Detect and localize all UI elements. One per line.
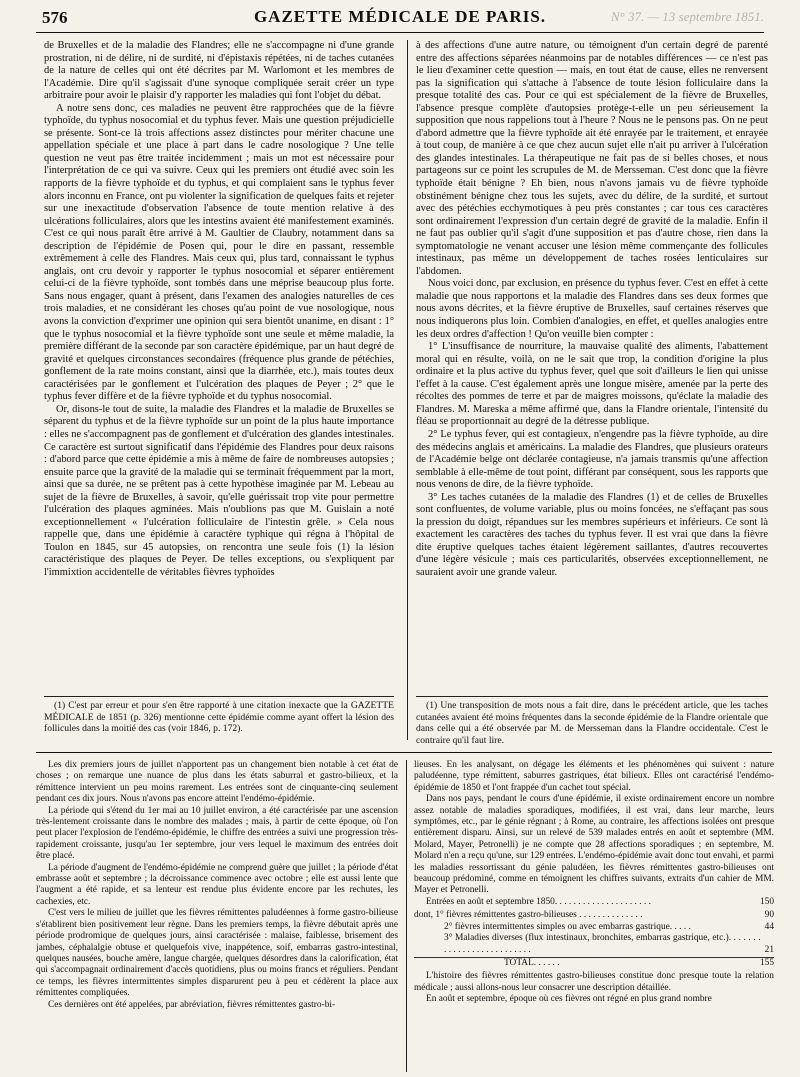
stats-label: 3° Maladies diverses (flux intestinaux, bronchites, embarras gastrique, etc.). . . . . . . . . . . . . . . . . . . . . . . . . . (444, 933, 761, 955)
paragraph: En août et septembre, époque où ces fièvres ont régné en plus grand nombre (426, 994, 712, 1005)
journal-title: GAZETTE MÉDICALE DE PARIS. (253, 7, 547, 26)
column-divider-lower (406, 760, 407, 1072)
column-divider (407, 40, 408, 740)
paragraph: A notre sens donc, ces maladies ne peuvent être rapprochées que de la fièvre typhoïde, du typhus nosocomial et du typhus fever. Mais une question préjudicielle se présente. Sont-ce là trois affections assez distinctes pour mériter chacune une appellation spéciale et une place à part dans le cadre nosologique ? Une telle question ne veut pas être traitée incidemment ; mais un mot est nécessaire pour l'interprétation de ce qui va suivre. Ceux qui les premiers ont étudié avec soin les rapports de la fièvre typhoïde et du typhus, et qui complaient sans le typhus fever alors inconnu en France, ont pu violenter la signification de quelques faits et rejeter sur une inexactitude d'observation l'absence de toute mention relative à des ulcérations folliculaires, alors que les intestins avaient été manifestement examinés. C'est ce qui nous paraît être arrivé à M. Gaultier de Claubry, notamment dans sa description de l'épidémie de Posen qui, pour le dire en passant, ressemble extrêmement à celle des Flandres. Mais ceux qui, plus tard, connaissant le typhus anglais, ont cru devoir y rapporter le typhus nosocomial et séparer entièrement celui-ci de la fièvre typhoïde, sont tombés dans une méprise beaucoup plus forte. Sans nous engager, quant à présent, dans l'examen des analogies naturelles de ces trois maladies, et ne considérant les choses qu'au point de vue nosologique, nous avons la conviction d'exprimer une opinion qui sera bientôt unanime, en disant : 1° que le typhus nosocomial et la fièvre typhoïde sont une seule et même maladie, la première différant de la seconde par son caractère épidémique, par un haut degré de gravité et quelques circonstances secondaires (fréquence plus grande de pétéchies, gonflement de la rate moins constant, ainsi que la diarrhée, etc.), mais toutes deux caractérisées par le gonflement et l'ulcération des plaques de Peyer ; 2° que le typhus fever diffère et de la fièvre typhoïde et du typhus nosocomial. (44, 102, 394, 403)
footnote-text: (1) Une transposition de mots nous a fait dire, dans le précédent article, que les taches cutanées avaient été moins fréquentes dans la seconde épidémie de la Flandre orientale que dans celle qui a été observée par M. de Mersseman dans la Flandre occidentale. C'est le contraire qu'il faut lire. (416, 700, 768, 746)
stats-label: dont, 1° fièvres rémittentes gastro-bilieuses . . . . . . . . . . . . . . (414, 910, 643, 921)
paragraph: à des affections d'une autre nature, ou témoignent d'un certain degré de parenté entre des affections séparées néanmoins par de notables différences — ce n'est pas le lieu d'examiner cette question — mais, en tout état de cause, elles ne renversent pas la signification qui s'attache à l'absence de toute lésion folliculaire dans la presque totalité des cas. Pour ce qui est spécialement de la fièvre de Bruxelles, l'absence presque complète d'autopsies protège-t-elle un peu sérieusement la supposition que nous rappelions tout à l'heure ? Nous ne le pensons pas. On ne peut d'abord admettre que la fièvre typhoïde ait été enrayée par le traitement, et enrayée à tout coup, de manière à ce que chez aucun sujet elle n'ait pu arriver à l'ulcération des glandes intestinales. La thérapeutique ne fait pas de si belles choses, et nous partageons sur ce point les scrupules de M. de Mersseman. C'est donc que la fièvre typhoïde était bénigne ? Eh bien, nous n'avons jamais vu de fièvre typhoïde obstinément bénigne chez tous les sujets, avec du délire, de la surdité, et surtout avec des pétéchies ecchymotiques à peu près constantes ; car tous ces caractères sont ordinairement l'expression d'un certain degré de gravité de la maladie. Enfin il ne faut pas oublier qu'il s'agit d'une supposition et pas d'autre chose, rien dans la symptomatologie ne venant accuser une lésion même commençante des follicules intestinaux, pas même un développement de taches rosées lenticulaires sur l'abdomen. (416, 40, 768, 277)
stats-total-row (414, 957, 774, 969)
paragraph: L'histoire des fièvres rémittentes gastro-bilieuses constitue donc presque toute la relation médicale ; aussi allons-nous leur consacrer une description détaillée. (414, 971, 774, 993)
paragraph: Nous voici donc, par exclusion, en présence du typhus fever. C'est en effet à cette maladie que nous rapportons et la maladie des Flandres dans ses deux formes que nous avons décrites, et la fièvre éruptive de Bruxelles, sauf certaines réserves que nous indiquerons plus loin. Combien d'analogies, en effet, et quelles analogies entre les deux ordres d'affection ! Qu'on veuille bien compter : (416, 278, 768, 340)
paragraph: Ces dernières ont été appelées, par abréviation, fièvres rémittentes gastro-bi- (48, 999, 336, 1010)
stats-row (414, 922, 774, 933)
stats-table (414, 910, 774, 969)
paragraph: Or, disons-le tout de suite, la maladie des Flandres et la maladie de Bruxelles se séparent du typhus et de la fièvre typhoïde sur un point de la plus haute importance : elles ne s'accompagnent pas de gonflement et d'ulcération des glandes intestinales. Ce caractère est surtout significatif dans l'épidémie des Flandres pour deux raisons : d'abord parce que cette épidémie a mis à même de faire de nombreuses autopsies ; ensuite parce que la gravité de la maladie qui se terminait fréquemment par la mort, ainsi que sa durée, ne se prêtent pas à cette hypothèse imaginée par M. Lebeau au sujet de la fièvre de Bruxelles, à savoir, qu'elle guérissait trop vite pour permettre l'ulcération des plaques agminées. Mais n'oublions pas que M. Guislain a noté exceptionnellement « l'ulcération folliculaire de l'intestin grêle. » Cela nous rappelle que, dans une épidémie à caractère typhique qui régna à l'hôpital de Toulon en 1845, sur 45 autopsies, on rencontra une seule fois (1) la lésion caractéristique des plaques de Peyer. De telles exceptions, ou s'expliquent par l'immixtion accidentelle de véritables fièvres typhoïdes (44, 403, 394, 578)
stats-value: 44 (764, 921, 774, 932)
stats-row (414, 933, 774, 956)
footnote-rule-left (44, 696, 394, 697)
footnote-left (44, 700, 394, 746)
paragraph: de Bruxelles et de la maladie des Flandres; elle ne s'accompagne ni d'une grande prostration, ni de délire, ni de surdité, ni d'épistaxis répétées, ni de taches cutanées de la nature de celles qui ont été décrites par M. Warlomont et les membres de l'Académie. Dire qu'il s'agissait d'une synoque compliquée serait créer un type arbitraire pour avoir le plaisir d'y rapporter les maladies qui font l'objet du débat. (44, 40, 394, 102)
entries-label: Entrées en août et septembre 1850. . . . . . . . . . . . . . . . . . . . . (426, 896, 651, 907)
lower-left-column (36, 760, 398, 1072)
entries-row (414, 897, 774, 908)
upper-right-column (416, 40, 768, 691)
paragraph: Dans nos pays, pendant le cours d'une épidémie, il existe ordinairement encore un nombre assez notable de maladies sporadiques, modifiées, il est vrai, dans leur marche, leurs symptômes, etc., par le génie régnant ; à Rome, au contraire, les affections isolées ont presque entièrement disparu. Ainsi, sur un relevé de 539 malades entrés en août et septembre (MM. Molard, Mayer, Petronelli) je ne compte que 28 affections sporadiques ; en septembre, M. Molard n'en a reçu qu'une, sur 129 entrées. L'endémo-épidémie avait donc tout envahi, et parmi les maladies ressortissant du génie paludéen, les fièvres rémittentes gastro-bilieuses ont beaucoup prédominé, comme en témoignent les chiffres suivants, extraits d'un cahier de MM. Mayer et Petronelli. (414, 794, 774, 896)
page-header (36, 6, 764, 33)
paragraph: La période qui s'étend du 1er mai au 10 juillet environ, a été caractérisée par une ascension très-lentement croissante dans le nombre des malades ; mais, à partir de cette époque, où l'on peut placer l'explosion de l'endémo-épidémie, le chiffre des entrées a suivi une progression très-rapidement croissante, jusqu'au 1er septembre, jour vers lequel le maximum des entrées doit être placé. (36, 805, 398, 862)
paragraph: 1° L'insuffisance de nourriture, la mauvaise qualité des aliments, l'abattement moral qui en résulte, voilà, on ne le sait que trop, la condition d'origine la plus ordinaire et la plus active du typhus fever, quel que soit d'ailleurs le lien qui unisse l'effet à la cause. C'est également après une longue misère, amenée par la perte des récoltes des pommes de terre et par de maigres moissons, qu'éclate la maladie des Flandres. M. Mareska a même affirmé que, dans la Flandre orientale, l'intensité du fléau se proportionnait au degré de la détresse publique. (416, 341, 768, 428)
paragraph: lieuses. En les analysant, on dégage les éléments et les phénomènes qui suivent : nature paludéenne, type rémittent, saburres gastriques, état bilieux. Elles ont caractérisé l'endémo-épidémie de 1850 et l'ont frappée d'un cachet tout spécial. (414, 760, 774, 793)
paragraph: 2° Le typhus fever, qui est contagieux, n'engendre pas la fièvre typhoïde, au dire des médecins anglais et américains. La maladie des Flandres, que plusieurs orateurs de l'Académie belge ont déclarée contagieuse, n'a jamais transmis qu'une affection semblable à elle-même de tout point, différant par conséquent, sous les rapports que nous venons de dire, de la fièvre typhoïde. (416, 428, 768, 491)
section-separator (36, 752, 772, 753)
total-label: TOTAL. . . . . . (504, 957, 560, 968)
paragraph: Les dix premiers jours de juillet n'apportent pas un changement bien notable à cet état de choses ; on remarque une nuance de plus dans les états saburral et gastro-bilieux, et la rémittence intervient un peu moins rarement. Les entrées sont de cinquante-cinq seulement pendant ces dix jours. Nous n'avons pas encore atteint l'endémo-épidémie. (36, 760, 398, 805)
stats-value: 90 (764, 910, 774, 921)
paragraph: C'est vers le milieu de juillet que les fièvres rémittentes paludéennes à forme gastro-bilieuse s'établirent bien positivement leur règne. Dans les premiers temps, la fièvre débutait après une période prodromique de quelques jours, ainsi caractérisée : malaise, faiblesse, brisement des jambes, céphalalgie obtuse et quelquefois vive, inappétence, soif, embarras gastro-intestinal, quelques nausées, bouche amère, langue chargée, quelques désordres dans la calorification, état qui s'accompagnait ordinairement d'accès quotidiens, plus ou moins francs et réguliers. Pendant ce temps, les fièvres intermittentes simples disparurent peu à peu et cédèrent la place aux rémittentes compliquées. (36, 908, 398, 999)
entries-value: 150 (759, 896, 774, 907)
upper-left-column (44, 40, 394, 691)
footnote-text: (1) C'est par erreur et pour s'en être rapporté à une citation inexacte que la GAZETTE MÉDICALE de 1851 (p. 326) mentionne cette épidémie comme ayant offert la lésion des follicules dans la moitié des cas (voir 1846, p. 172). (44, 700, 394, 735)
stats-value: 21 (764, 944, 774, 955)
footnote-rule-right (416, 696, 768, 697)
paragraph: 3° Les taches cutanées de la maladie des Flandres (1) et de celles de Bruxelles sont confluentes, de volume variable, plus ou moins foncées, ne s'effaçant pas sous la pression du doigt, répandues sur les membres supérieurs et inférieurs. Ce sont là exactement les caractères des taches du typhus fever. Il est vrai que dans la fièvre dite éruptive quelques taches étaient légèrement saillantes, d'autres recouvertes d'une légère vésicule ; mais ces particularités, observées exceptionnellement, ne sauraient avoir une grande valeur. (416, 491, 768, 578)
page-number: 576 (42, 8, 68, 27)
lower-right-column (414, 760, 774, 1072)
stats-row (414, 910, 774, 921)
bleed-through-text: N° 37. — 13 septembre 1851. (610, 9, 764, 24)
paragraph: La période d'augment de l'endémo-épidémie ne comprend guère que juillet ; la période d'état embrasse août et septembre ; la décroissance commence avec octobre ; elle est aussi lente que l'augment a été rapide, et sa lenteur est rendue plus évidente encore par les rechutes, les cachexies, etc. (36, 862, 398, 907)
total-value: 155 (759, 957, 774, 968)
stats-label: 2° fièvres intermittentes simples ou avec embarras gastrique. . . . . (444, 921, 691, 932)
footnote-right (416, 700, 768, 746)
